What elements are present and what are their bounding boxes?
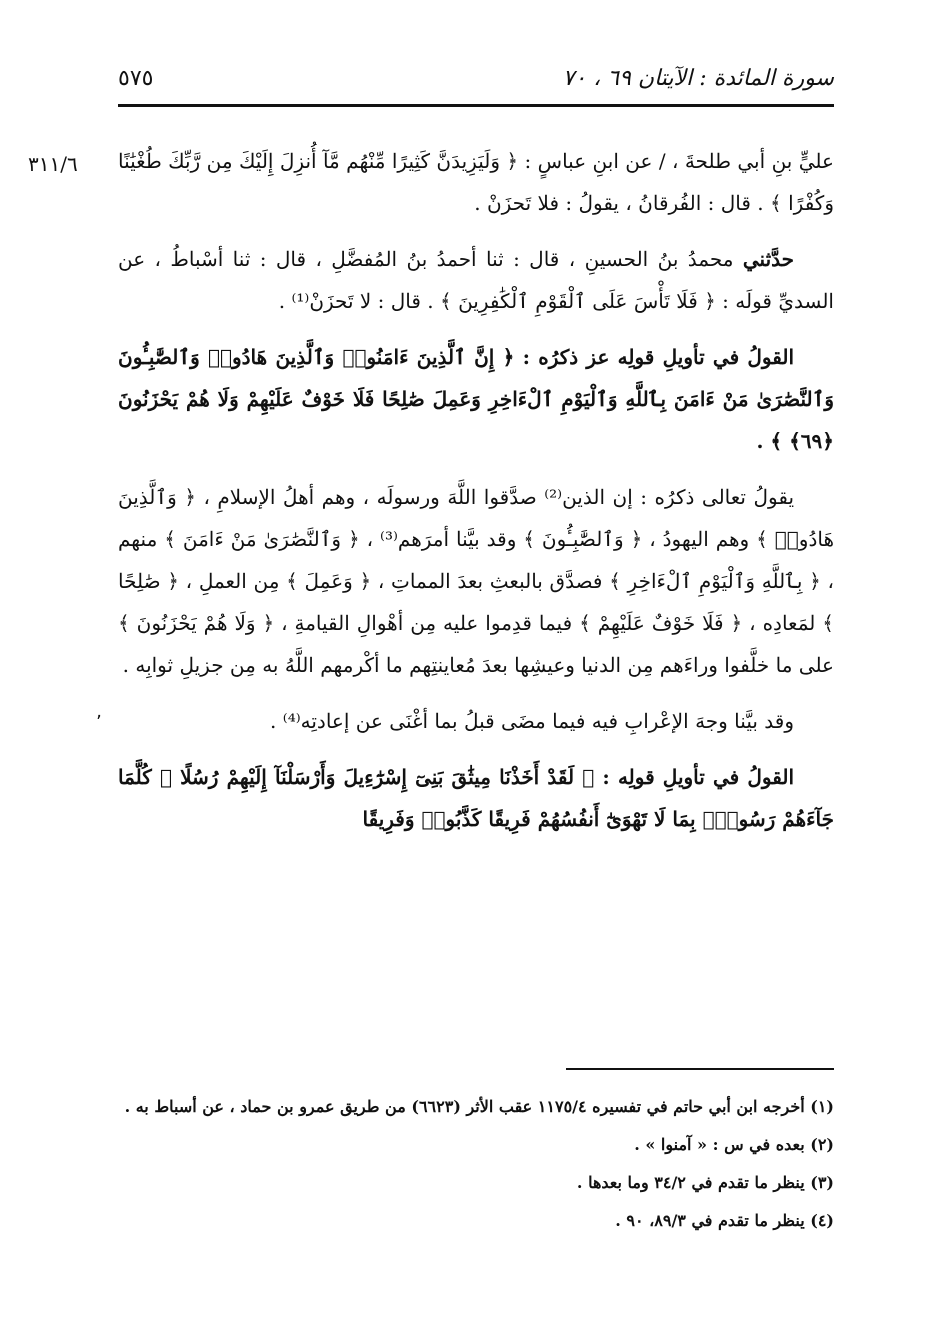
paragraph-lead: القولُ في تأويلِ قولِه :: [602, 765, 794, 789]
footnote-3: (٣) ينظر ما تقدم في ٣٤/٢ وما بعدها .: [576, 1173, 834, 1192]
footnote-4: (٤) ينظر ما تقدم في ٨٩/٣، ٩٠ .: [615, 1211, 834, 1230]
body-text: [118, 140, 834, 854]
paragraph-1: [118, 140, 834, 224]
footnote-1: (١) أخرجه ابن أبي حاتم في تفسيره ١١٧٥/٤ عقب الأثر (٦٦٢٣) من طريق عمرو بن حماد ، عن أسباط به .: [124, 1097, 834, 1116]
paragraph-text: ﴿ لَقَدْ أَخَذْنَا مِيثَٰقَ بَنِىٓ إِسْرَٰٓءِيلَ وَأَرْسَلْنَآ إِلَيْهِمْ رُسُلًا ۖ كُلَّمَا جَآءَهُمْ رَسُولٌۢ بِمَا لَا تَهْوَىٰٓ أَنفُسُهُمْ فَرِيقًا كَذَّبُوا۟ وَفَرِيقًا: [118, 765, 834, 831]
paragraph-text: يقولُ تعالى ذكرُه : إن الذين⁽²⁾ صدَّقوا اللَّهَ ورسولَه ، وهم أهلُ الإسلامِ ، ﴿ وَٱلَّذِينَ هَادُوا۟ ﴾ وهم اليهودُ ، ﴿ وَٱلصَّٰبِـُٔونَ ﴾ وقد بيَّنا أمرَهم⁽³⁾ ، ﴿ وَٱلنَّصَٰرَىٰ مَنْ ءَامَنَ ﴾ منهم ، ﴿ بِٱللَّهِ وَٱلْيَوْمِ ٱلْءَاخِرِ ﴾ فصدَّق بالبعثِ بعدَ المماتِ ، ﴿ وَعَمِلَ ﴾ مِن العملِ ، ﴿ صَٰلِحًا ﴾ لمَعادِه ، ﴿ فَلَا خَوْفٌ عَلَيْهِمْ ﴾ فيما قدِموا عليه مِن أهْوالِ القيامةِ ، ﴿ وَلَا هُمْ يَحْزَنُونَ ﴾ على ما خلَّفوا وراءَهم مِن الدنيا وعيشِها بعدَ مُعاينتِهم ما أكْرمهم اللَّهُ به مِن جزيلِ ثوابِه .: [118, 485, 834, 677]
paragraph-text: ﴿ إِنَّ ٱلَّذِينَ ءَامَنُوا۟ وَٱلَّذِينَ هَادُوا۟ وَٱلصَّٰبِـُٔونَ وَٱلنَّصَٰرَىٰ مَنْ ءَامَنَ بِٱللَّهِ وَٱلْيَوْمِ ٱلْءَاخِرِ وَعَمِلَ صَٰلِحًا فَلَا خَوْفٌ عَلَيْهِمْ وَلَا هُمْ يَحْزَنُونَ ﴿٦٩﴾ ﴾ .: [118, 345, 834, 453]
paragraph-text: عليٍّ بنِ أبي طلحةَ ، / عن ابنِ عباسٍ : ﴿ وَلَيَزِيدَنَّ كَثِيرًا مِّنْهُم مَّآ أُنزِلَ إِلَيْكَ مِن رَّبِّكَ طُغْيَٰنًا وَكُفْرًا ﴾ . قال : الفُرقانُ ، يقولُ : فلا تَحزَنْ .: [118, 149, 834, 215]
footnote-rule: [566, 1068, 834, 1070]
footnote-2: (٢) بعده في س : « آمنوا » .: [634, 1135, 834, 1154]
paragraph-lead: القولُ في تأويلِ قولِه عز ذكرُه :: [522, 345, 795, 369]
page-header: [118, 56, 834, 100]
paragraph-5: [118, 700, 834, 742]
paragraph-lead: حدَّثني: [742, 247, 794, 271]
page-number: ٥٧٥: [118, 65, 154, 91]
paragraph-4: [118, 476, 834, 686]
margin-reference: ٣١١/٦: [28, 152, 78, 176]
paragraph-6: [118, 756, 834, 840]
footnotes: [118, 1090, 834, 1242]
paragraph-text: وقد بيَّنا وجهَ الإعْرابِ فيه فيما مضَى قبلُ بما أغْنَى عن إعادتِه⁽⁴⁾ .: [270, 709, 794, 733]
paragraph-3: [118, 336, 834, 462]
margin-mark: ٬: [96, 712, 102, 733]
paragraph-text: محمدُ بنُ الحسينِ ، قال : ثنا أحمدُ بنُ المُفضَّلِ ، قال : ثنا أسْباطُ ، عن السديِّ قولَه : ﴿ فَلَا تَأْسَ عَلَى ٱلْقَوْمِ ٱلْكَٰفِرِينَ ﴾ . قال : لا تَحزَنْ⁽¹⁾ .: [118, 247, 834, 313]
running-title: سورة المائدة : الآيتان ٦٩ ، ٧٠: [562, 65, 834, 91]
header-rule: [118, 104, 834, 107]
paragraph-2: [118, 238, 834, 322]
